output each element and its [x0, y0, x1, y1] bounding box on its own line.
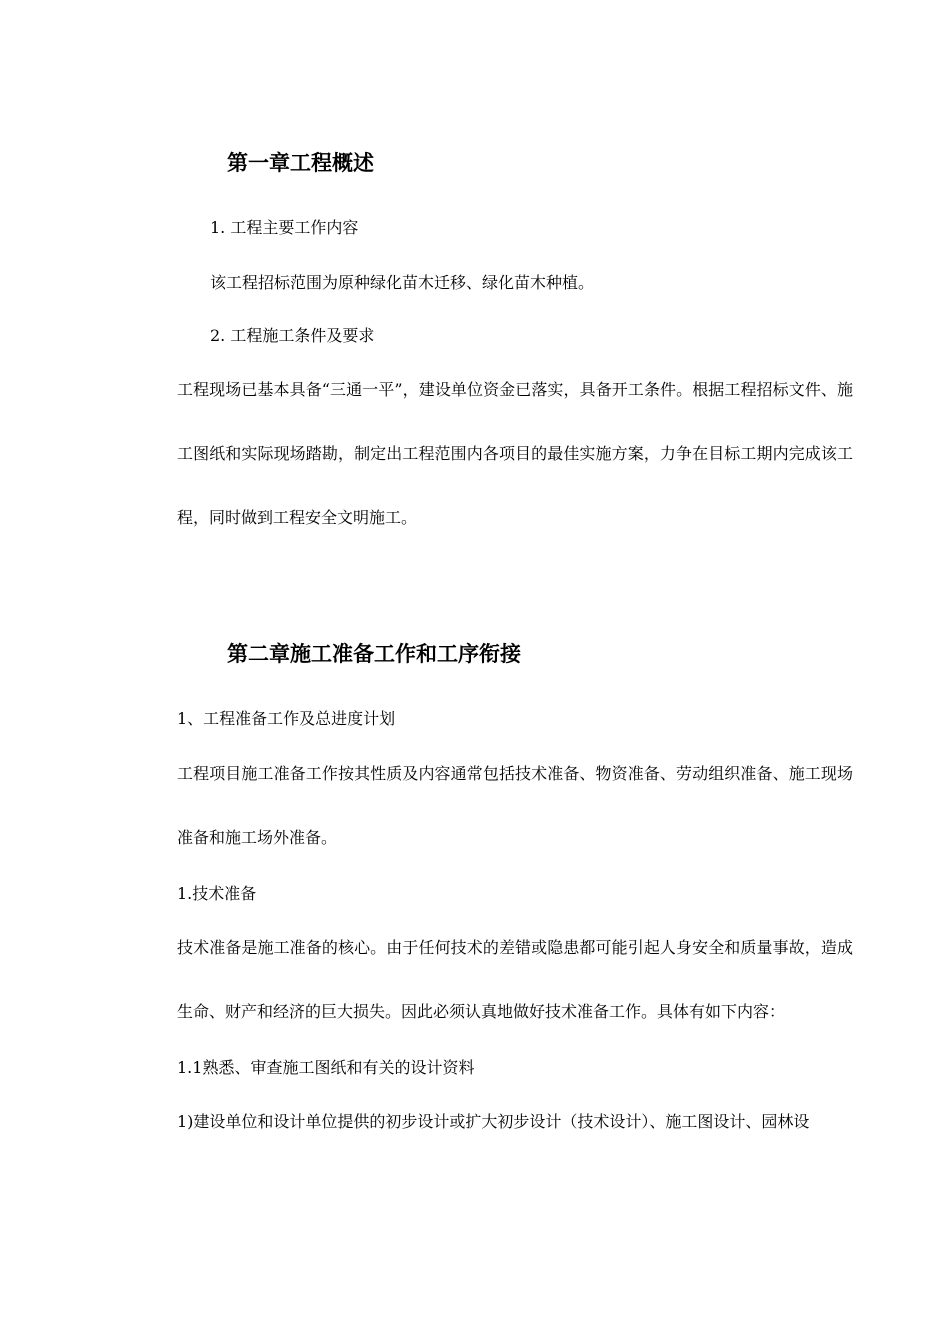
chapter-1-paragraph-1: 该工程招标范围为原种绿化苗木迁移、绿化苗木种植。	[210, 273, 595, 292]
chapter-2-paragraph-3: 1)建设单位和设计单位提供的初步设计或扩大初步设计（技术设计）、施工图设计、园林设	[177, 1112, 810, 1131]
chapter-2-paragraph-2: 技术准备是施工准备的核心。由于任何技术的差错或隐患都可能引起人身安全和质量事故，造成生命、财产和经济的巨大损失。因此必须认真地做好技术准备工作。具体有如下内容：	[177, 938, 853, 1021]
chapter-2-item-1: 1、工程准备工作及总进度计划	[177, 709, 396, 728]
chapter-2-item-3: 1.1熟悉、审查施工图纸和有关的设计资料	[177, 1058, 475, 1077]
chapter-2-title: 第二章施工准备工作和工序衔接	[227, 642, 521, 666]
chapter-1-item-1: 1. 工程主要工作内容	[210, 218, 359, 237]
chapter-1-item-2: 2. 工程施工条件及要求	[210, 326, 375, 345]
chapter-2-item-2: 1.技术准备	[177, 884, 257, 903]
chapter-2-paragraph-1: 工程项目施工准备工作按其性质及内容通常包括技术准备、物资准备、劳动组织准备、施工现场准备和施工场外准备。	[177, 764, 853, 847]
chapter-1-title: 第一章工程概述	[227, 151, 374, 175]
chapter-1-paragraph-2: 工程现场已基本具备“三通一平”，建设单位资金已落实，具备开工条件。根据工程招标文件、施工图纸和实际现场踏勘，制定出工程范围内各项目的最佳实施方案，力争在目标工期内完成该工程，同时做到工程安全文明施工。	[177, 380, 853, 527]
